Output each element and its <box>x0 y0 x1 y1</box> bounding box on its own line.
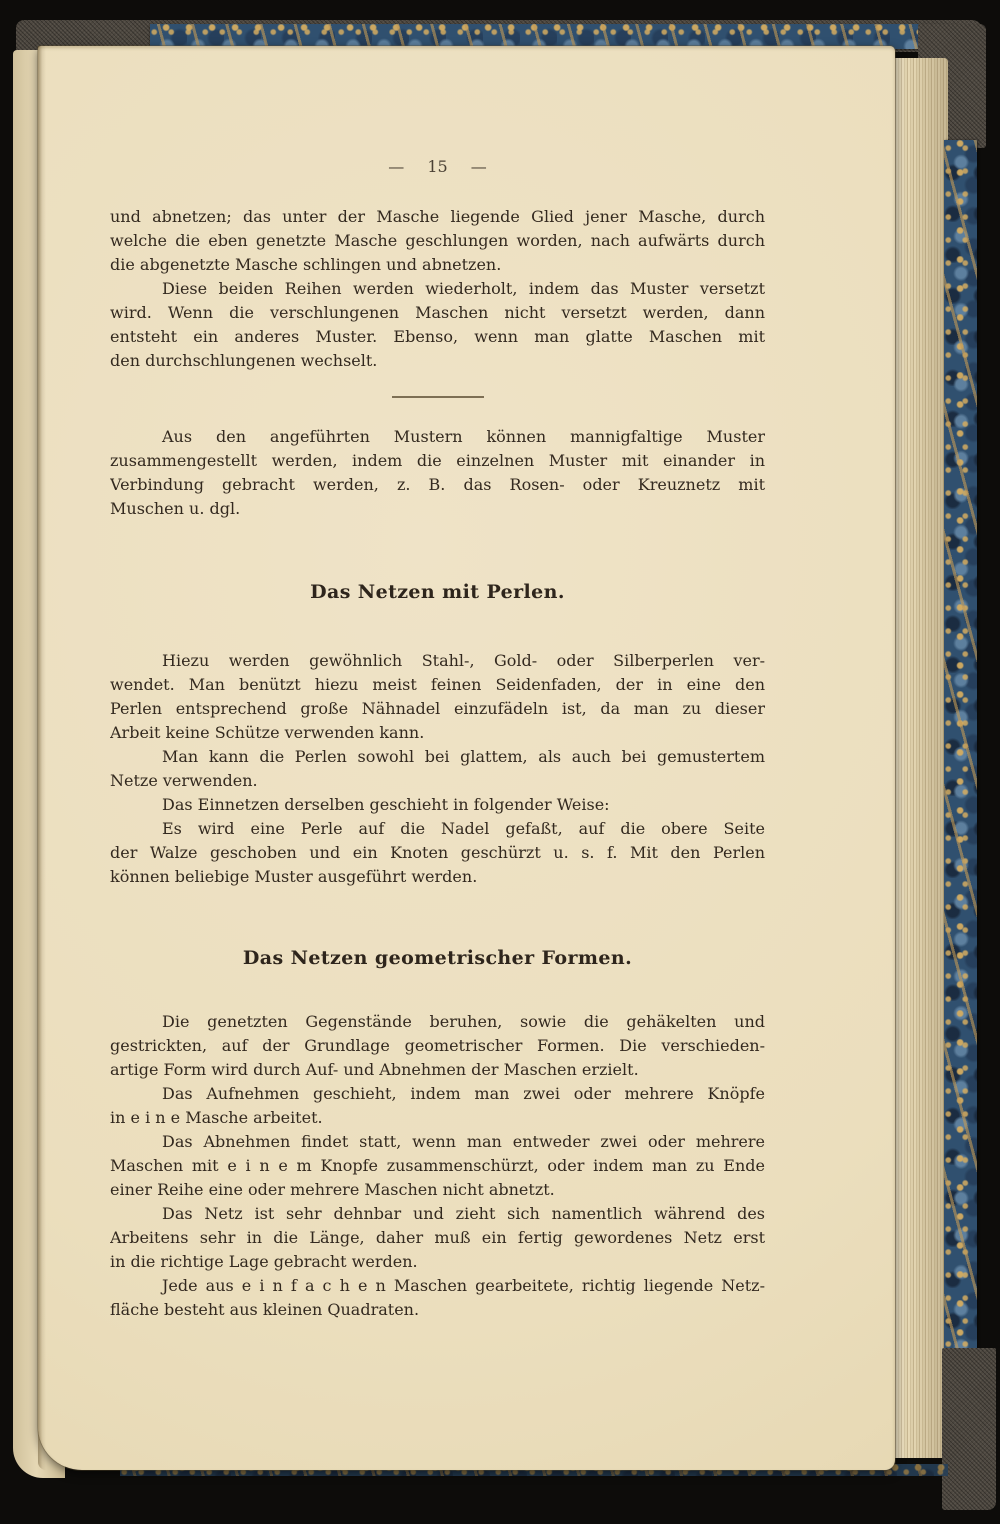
paragraph <box>110 793 765 817</box>
text-line: artige Form wird durch Auf- und Abnehmen der Maschen erzielt. <box>110 1060 639 1079</box>
paragraph <box>110 649 765 745</box>
text-line: Es wird eine Perle auf die Nadel gefaßt, auf die obere Seite <box>162 819 765 838</box>
text-line: Das Einnetzen derselben geschieht in folgender Weise: <box>162 795 610 814</box>
text-line: Netze verwenden. <box>110 771 258 790</box>
page-edges-stack <box>890 58 948 1458</box>
paragraph <box>110 1202 765 1274</box>
paragraph <box>110 1010 765 1082</box>
text-line: die abgenetzte Masche schlingen und abnetzen. <box>110 255 502 274</box>
text-line: wird. Wenn die verschlungenen Maschen nicht versetzt werden, dann <box>110 303 765 322</box>
text-line: Arbeit keine Schütze verwenden kann. <box>110 723 425 742</box>
text-line: Maschen mit e i n e m Knopfe zusammenschürzt, oder indem man zu Ende <box>110 1156 765 1175</box>
text-line: Muschen u. dgl. <box>110 499 241 518</box>
page-number: — 15 — <box>388 157 487 176</box>
text-line: Das Aufnehmen geschieht, indem man zwei oder mehrere Knöpfe <box>162 1084 765 1103</box>
section-heading: Das Netzen geometrischer Formen. <box>242 947 633 969</box>
book-page <box>38 46 895 1470</box>
separator-rule <box>110 396 765 398</box>
page-fold-shadow <box>38 46 46 1470</box>
book-binding-corner-bottom-right <box>942 1348 996 1510</box>
text-line: in e i n e Masche arbeitet. <box>110 1108 323 1127</box>
text-line: gestrickten, auf der Grundlage geometrischer Formen. Die verschieden- <box>110 1036 765 1055</box>
paragraph <box>110 205 765 277</box>
text-line: Man kann die Perlen sowohl bei glattem, als auch bei gemustertem <box>162 747 765 766</box>
text-line: Das Abnehmen findet statt, wenn man entweder zwei oder mehrere <box>162 1132 765 1151</box>
text-line: den durchschlungenen wechselt. <box>110 351 378 370</box>
text-line: Aus den angeführten Mustern können mannigfaltige Muster <box>162 427 765 446</box>
text-line: Jede aus e i n f a c h e n Maschen gearbeitete, richtig liegende Netz- <box>162 1276 765 1295</box>
text-line: Perlen entsprechend große Nähnadel einzufädeln ist, da man zu dieser <box>110 699 765 718</box>
paragraph <box>110 277 765 373</box>
marbled-endpaper-fore-edge <box>944 140 977 1355</box>
paragraph <box>110 1130 765 1202</box>
text-line: in die richtige Lage gebracht werden. <box>110 1252 418 1271</box>
page-content <box>110 205 765 1322</box>
text-line: Die genetzten Gegenstände beruhen, sowie die gehäkelten und <box>162 1012 765 1031</box>
paragraph <box>110 817 765 889</box>
text-line: Arbeitens sehr in die Länge, daher muß ein fertig gewordenes Netz erst <box>110 1228 765 1247</box>
text-line: welche die eben genetzte Masche geschlungen worden, nach aufwärts durch <box>110 231 765 250</box>
text-line: Diese beiden Reihen werden wiederholt, indem das Muster versetzt <box>162 279 765 298</box>
paragraph <box>110 1274 765 1322</box>
paragraph <box>110 425 765 521</box>
paragraph <box>110 1082 765 1130</box>
text-line: zusammengestellt werden, indem die einzelnen Muster mit einander in <box>110 451 765 470</box>
text-line: fläche besteht aus kleinen Quadraten. <box>110 1300 420 1319</box>
text-line: und abnetzen; das unter der Masche liegende Glied jener Masche, durch <box>110 207 765 226</box>
paragraph <box>110 745 765 793</box>
section-heading: Das Netzen mit Perlen. <box>310 581 565 603</box>
text-column <box>110 155 765 1322</box>
text-line: der Walze geschoben und ein Knoten geschürzt u. s. f. Mit den Perlen <box>110 843 765 862</box>
text-line: Hiezu werden gewöhnlich Stahl-, Gold- oder Silberperlen ver- <box>162 651 765 670</box>
text-line: entsteht ein anderes Muster. Ebenso, wenn man glatte Maschen mit <box>110 327 765 346</box>
separator-rule-line <box>392 396 484 398</box>
text-line: können beliebige Muster ausgeführt werden. <box>110 867 478 886</box>
text-line: Verbindung gebracht werden, z. B. das Rosen- oder Kreuznetz mit <box>110 475 765 494</box>
text-line: einer Reihe eine oder mehrere Maschen nicht abnetzt. <box>110 1180 555 1199</box>
text-line: Das Netz ist sehr dehnbar und zieht sich namentlich während des <box>162 1204 765 1223</box>
text-line: wendet. Man benützt hiezu meist feinen Seidenfaden, der in eine den <box>110 675 765 694</box>
